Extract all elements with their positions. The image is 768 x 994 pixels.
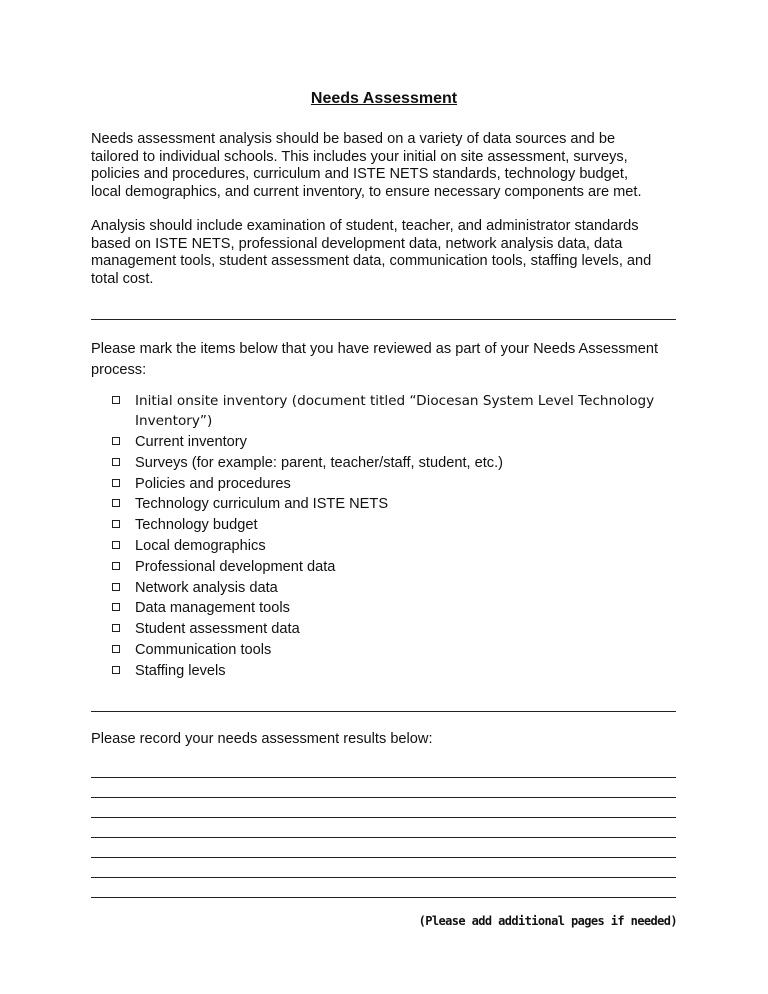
intro-line: local demographics, and current inventory, to ensure necessary components are met. bbox=[91, 183, 642, 200]
results-prompt-text: Please record your needs assessment results below: bbox=[91, 731, 433, 747]
answer-line[interactable] bbox=[91, 837, 676, 838]
analysis-paragraph bbox=[91, 218, 691, 288]
checklist-item-communication-tools[interactable] bbox=[111, 640, 691, 661]
checklist-item-student-assessment[interactable] bbox=[111, 619, 691, 640]
answer-line[interactable] bbox=[91, 817, 676, 818]
checklist-item-label: Technology budget bbox=[135, 517, 258, 534]
checklist-item-label: Inventory”) bbox=[135, 413, 213, 429]
intro-line: Needs assessment analysis should be based on a variety of data sources and be bbox=[91, 131, 616, 147]
checkbox[interactable] bbox=[112, 666, 120, 674]
answer-line[interactable] bbox=[91, 877, 676, 878]
checklist-item-initial-onsite-inventory[interactable] bbox=[111, 391, 691, 431]
intro-line: tailored to individual schools. This includes your initial on site assessment, surveys, bbox=[91, 148, 628, 165]
checklist-item-label: Policies and procedures bbox=[135, 475, 291, 492]
checklist-item-staffing-levels[interactable] bbox=[111, 661, 691, 682]
mark-prompt bbox=[91, 339, 691, 381]
analysis-line: based on ISTE NETS, professional development data, network analysis data, data bbox=[91, 235, 623, 252]
review-checklist bbox=[111, 391, 691, 682]
checklist-item-current-inventory[interactable] bbox=[111, 432, 691, 453]
checklist-item-network-analysis[interactable] bbox=[111, 578, 691, 599]
checklist-item-local-demographics[interactable] bbox=[111, 536, 691, 557]
checkbox[interactable] bbox=[112, 583, 120, 591]
intro-paragraph bbox=[91, 131, 691, 201]
checklist-item-professional-development[interactable] bbox=[111, 557, 691, 578]
mark-prompt-line: Please mark the items below that you have reviewed as part of your Needs Assessment bbox=[91, 341, 659, 357]
checkbox[interactable] bbox=[112, 603, 120, 611]
checklist-item-policies[interactable] bbox=[111, 474, 691, 495]
analysis-line: total cost. bbox=[91, 270, 154, 287]
answer-line[interactable] bbox=[91, 777, 676, 778]
answer-line[interactable] bbox=[91, 897, 676, 898]
results-prompt bbox=[91, 729, 691, 750]
checklist-item-label: Initial onsite inventory (document titled “Diocesan System Level Technology bbox=[135, 393, 655, 409]
checklist-item-label: Staffing levels bbox=[135, 662, 226, 679]
checkbox[interactable] bbox=[112, 396, 120, 404]
checkbox[interactable] bbox=[112, 479, 120, 487]
intro-line: policies and procedures, curriculum and ISTE NETS standards, technology budget, bbox=[91, 166, 629, 182]
checklist-item-label: Local demographics bbox=[135, 537, 266, 554]
checkbox[interactable] bbox=[112, 645, 120, 653]
analysis-line: management tools, student assessment data, communication tools, staffing levels, and bbox=[91, 253, 652, 269]
checklist-item-label: Current inventory bbox=[135, 434, 247, 450]
checkbox[interactable] bbox=[112, 541, 120, 549]
page-title: Needs Assessment bbox=[310, 90, 458, 107]
checklist-item-surveys[interactable] bbox=[111, 453, 691, 474]
checklist-item-label: Student assessment data bbox=[135, 621, 300, 638]
checkbox[interactable] bbox=[112, 520, 120, 528]
checkbox[interactable] bbox=[112, 624, 120, 632]
mark-prompt-line: process: bbox=[91, 362, 147, 378]
answer-line[interactable] bbox=[91, 857, 676, 858]
answer-line[interactable] bbox=[91, 797, 676, 798]
checklist-item-label: Professional development data bbox=[135, 558, 336, 575]
checklist-item-label: Surveys (for example: parent, teacher/staff, student, etc.) bbox=[135, 454, 503, 471]
footnote: (Please add additional pages if needed) bbox=[418, 914, 677, 928]
checkbox[interactable] bbox=[112, 458, 120, 466]
checklist-item-label: Network analysis data bbox=[135, 579, 278, 596]
checklist-item-label: Communication tools bbox=[135, 641, 272, 658]
checklist-item-technology-budget[interactable] bbox=[111, 515, 691, 536]
checklist-item-technology-curriculum[interactable] bbox=[111, 494, 691, 515]
section-divider bbox=[91, 711, 676, 712]
checkbox[interactable] bbox=[112, 499, 120, 507]
checklist-item-label: Data management tools bbox=[135, 600, 290, 617]
section-divider bbox=[91, 319, 676, 320]
checkbox[interactable] bbox=[112, 437, 120, 445]
analysis-line: Analysis should include examination of student, teacher, and administrator standards bbox=[91, 218, 639, 234]
checklist-item-data-management[interactable] bbox=[111, 598, 691, 619]
checklist-item-label: Technology curriculum and ISTE NETS bbox=[135, 496, 389, 513]
checkbox[interactable] bbox=[112, 562, 120, 570]
